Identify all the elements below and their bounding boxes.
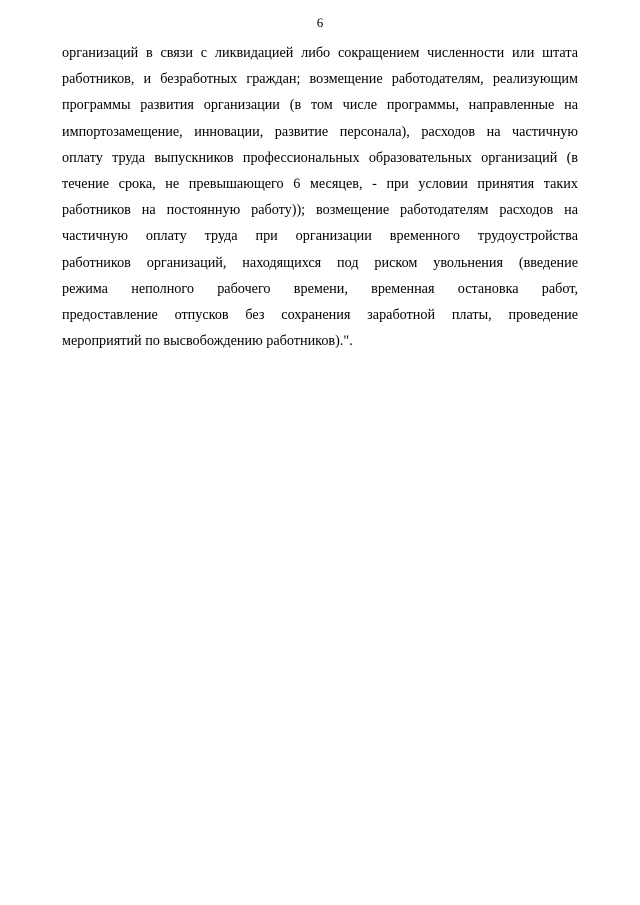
text-line: оплату труда выпускников профессиональных образовательных организаций (в [62,149,578,166]
text-line: мероприятий по высвобождению работников).". [62,333,353,350]
page-number: 6 [316,15,324,30]
text-line: работников на постоянную работу)); возмещение работодателям расходов на [62,202,578,219]
text-line: течение срока, не превышающего 6 месяцев, - при условии принятия таких [62,175,578,192]
text-line: предоставление отпусков без сохранения заработной платы, проведение [62,306,578,323]
text-line: программы развития организации (в том числе программы, направленные на [62,97,578,114]
text-line: работников, и безработных граждан; возмещение работодателям, реализующим [62,71,578,88]
text-line: режима неполного рабочего времени, временная остановка работ, [62,280,578,297]
body-paragraph [62,40,578,354]
text-line: импортозамещение, инновации, развитие персонала), расходов на частичную [62,123,578,140]
text-line: работников организаций, находящихся под риском увольнения (введение [62,254,578,271]
text-line: организаций в связи с ликвидацией либо сокращением численности или штата [62,45,578,61]
text-line: частичную оплату труда при организации временного трудоустройства [62,228,578,245]
